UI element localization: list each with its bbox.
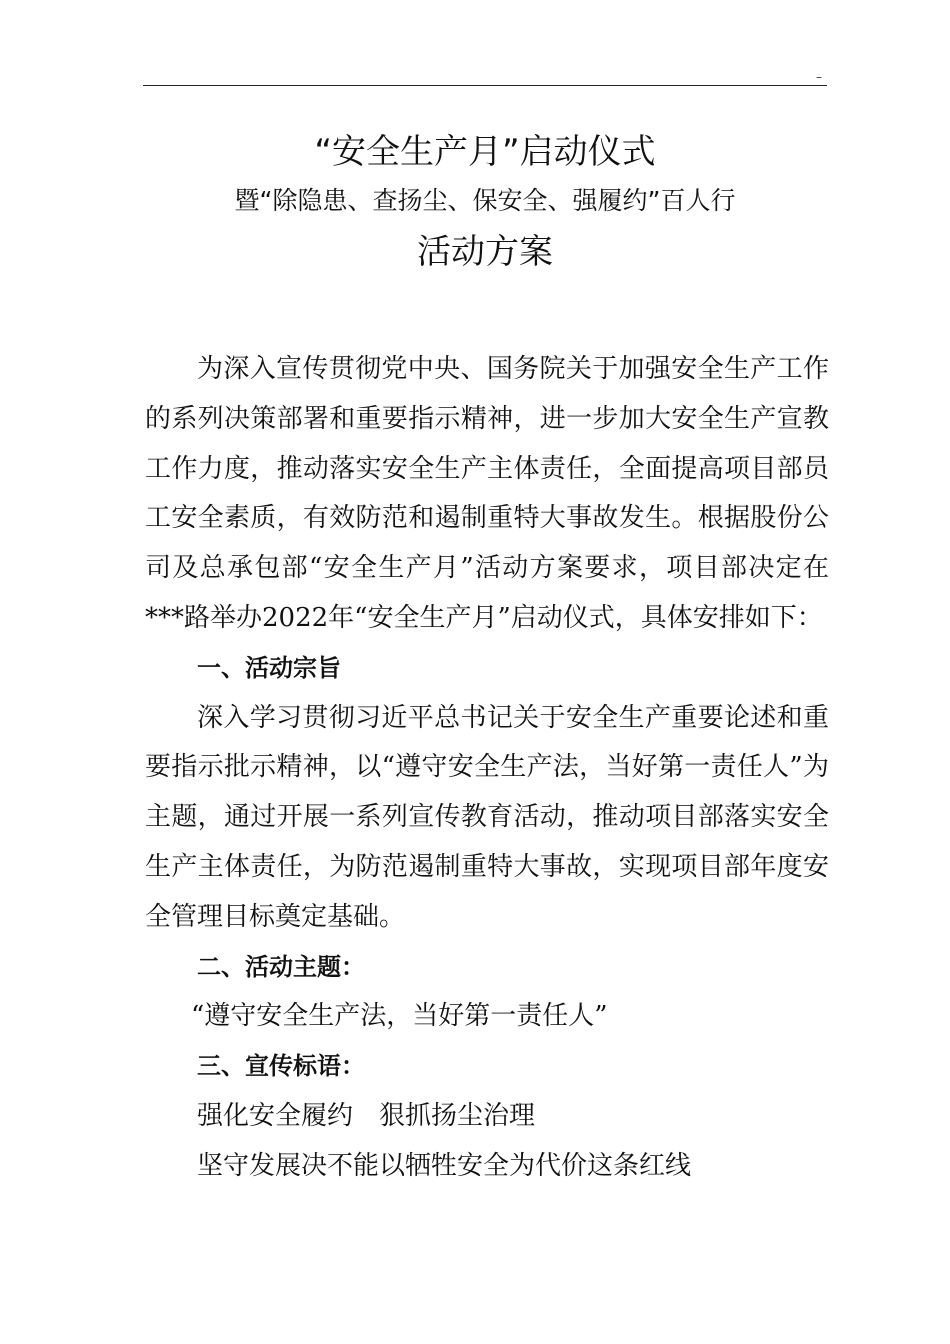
header-mark: – [816,70,822,84]
section-text-purpose: 深入学习贯彻习近平总书记关于安全生产重要论述和重要指示批示精神，以“遵守安全生产法，当好第一责任人”为主题，通过开展一系列宣传教育活动，推动项目部落实安全生产主体责任，为防范遏制重特大事故，实现项目部年度安全管理目标奠定基础。 [145,702,829,932]
slogan-line: 强化安全履约 狠抓扬尘治理 [197,1100,536,1131]
document-body [145,345,829,1192]
document-subtitle: 暨“除隐患、查扬尘、保安全、强履约”百人行 [234,186,736,215]
intro-paragraph: 为深入宣传贯彻党中央、国务院关于加强安全生产工作的系列决策部署和重要指示精神，进一步加大安全生产宣教工作力度，推动落实安全生产主体责任，全面提高项目部员工安全素质，有效防范和遏制重特大事故发生。根据股份公司及总承包部“安全生产月”活动方案要求，项目部决定在***路举办2022年“安全生产月”启动仪式，具体安排如下： [145,354,829,633]
header-rule [143,85,827,86]
section-heading-theme: 二、活动主题： [197,952,365,981]
section-text-theme: “遵守安全生产法，当好第一责任人” [191,1001,608,1032]
section-heading-purpose: 一、活动宗旨 [197,653,341,682]
document-title-plan: 活动方案 [417,232,553,272]
section-heading-slogans: 三、宣传标语： [197,1052,365,1081]
slogan-line: 坚守发展决不能以牺牲安全为代价这条红线 [197,1150,692,1181]
document-title: “安全生产月”启动仪式 [314,132,656,172]
